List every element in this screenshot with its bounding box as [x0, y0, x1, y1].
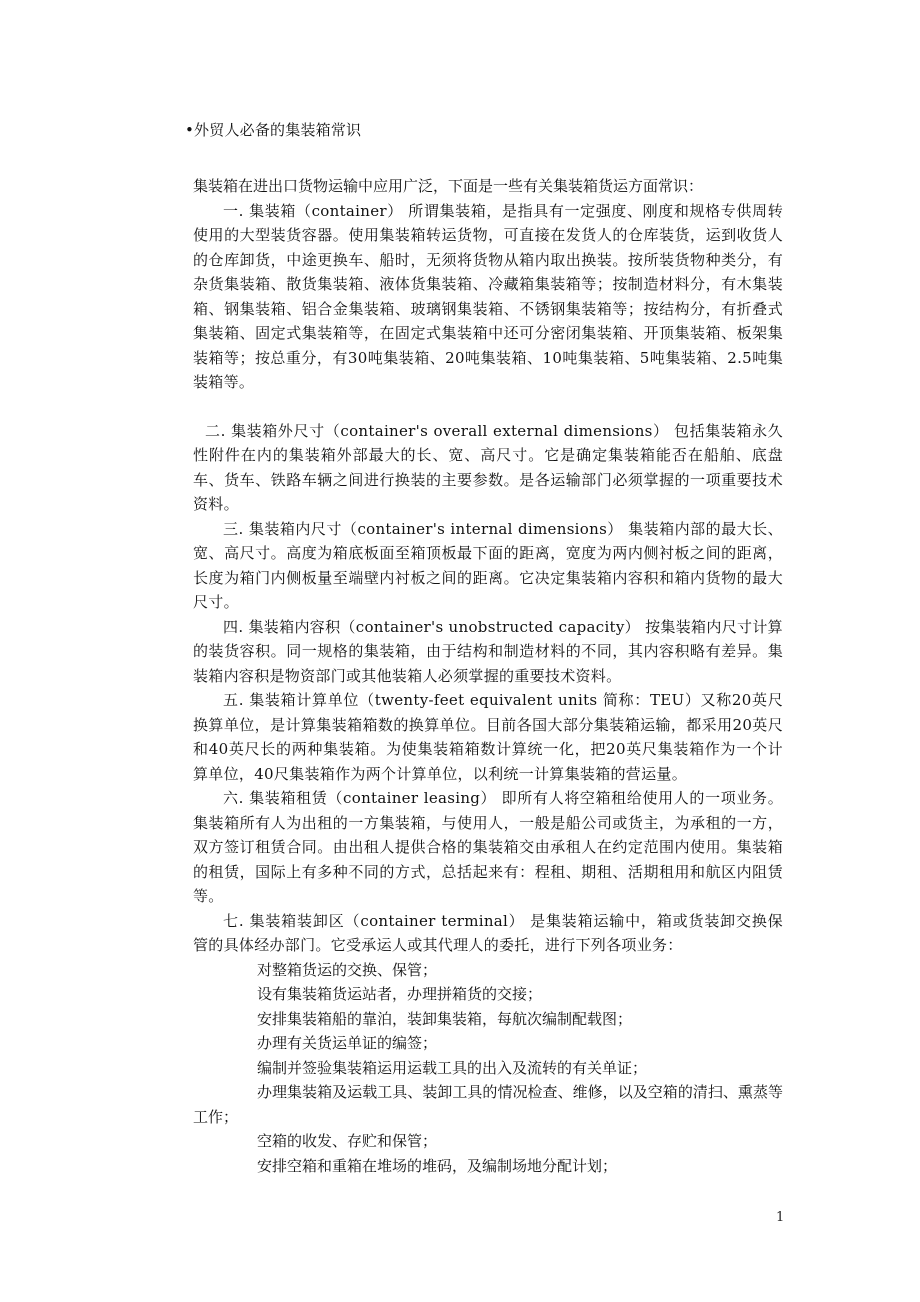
terminal-task-item: 办理集装箱及运载工具、装卸工具的情况检查、维修，以及空箱的清扫、熏蒸等工作； [193, 1083, 783, 1126]
section-7-terminal: 七. 集装箱装卸区（container terminal） 是集装箱运输中，箱或货装卸交换保管的具体经办部门。它受承运人或其代理人的委托，进行下列各项业务： [193, 911, 783, 954]
terminal-task-item: 办理有关货运单证的编签； [257, 1034, 438, 1052]
intro-paragraph: 集装箱在进出口货物运输中应用广泛，下面是一些有关集装箱货运方面常识： [193, 177, 704, 195]
terminal-task-item: 安排集装箱船的靠泊，装卸集装箱，每航次编制配载图； [257, 1009, 633, 1028]
page-number: 1 [776, 1210, 785, 1225]
terminal-task-item: 安排空箱和重箱在堆场的堆码，及编制场地分配计划； [257, 1156, 618, 1175]
section-5-teu: 五. 集装箱计算单位（twenty-feet equivalent units 简称：TEU）又称20英尺换算单位，是计算集装箱箱数的换算单位。目前各国大部分集装箱运输，都采用20英尺和40英尺长的两种集装箱。为使集装箱箱数计算统一化，把20英尺集装箱作为一个计算单位，40尺集装箱作为两个计算单位，以利统一计算集装箱的营运量。 [193, 691, 783, 783]
section-2-external-dimensions: 二. 集装箱外尺寸（container's overall external dimensions） 包括集装箱永久性附件在内的集装箱外部最大的长、宽、高尺寸。它是确定集装箱能否在船舶、底盘车、货车、铁路车辆之间进行换装的主要参数。是各运输部门必须掌握的一项重要技术资料。 [193, 421, 783, 513]
terminal-task-item: 空箱的收发、存贮和保管； [257, 1132, 438, 1150]
terminal-task-item: 对整箱货运的交换、保管； [257, 960, 438, 979]
document-body [185, 118, 783, 1178]
section-6-leasing: 六. 集装箱租赁（container leasing） 即所有人将空箱租给使用人的一项业务。集装箱所有人为出租的一方集装箱，与使用人，一般是船公司或货主，为承租的一方，双方签订租赁合同。由出租人提供合格的集装箱交由承租人在约定范围内使用。集装箱的租赁，国际上有多种不同的方式，总括起来有：程租、期租、活期租用和航区内阻赁等。 [193, 789, 783, 905]
section-1-container: 一. 集装箱（container） 所谓集装箱，是指具有一定强度、刚度和规格专供周转使用的大型装货容器。使用集装箱转运货物，可直接在发货人的仓库装货，运到收货人的仓库卸货，中途更换车、船时，无须将货物从箱内取出换装。按所装货物种类分，有杂货集装箱、散货集装箱、液体货集装箱、冷藏箱集装箱等；按制造材料分，有木集装箱、钢集装箱、铝合金集装箱、玻璃钢集装箱、不锈钢集装箱等；按结构分，有折叠式集装箱、固定式集装箱等，在固定式集装箱中还可分密闭集装箱、开顶集装箱、板架集装箱等；按总重分，有30吨集装箱、20吨集装箱、10吨集装箱、5吨集装箱、2.5吨集装箱等。 [193, 201, 783, 391]
document-title: •外贸人必备的集装箱常识 [185, 121, 362, 139]
section-4-capacity: 四. 集装箱内容积（container's unobstructed capacity） 按集装箱内尺寸计算的装货容积。同一规格的集装箱，由于结构和制造材料的不同，其内容积略有差异。集装箱内容积是物资部门或其他装箱人必须掌握的重要技术资料。 [193, 617, 783, 685]
terminal-task-item: 编制并签验集装箱运用运载工具的出入及流转的有关单证； [257, 1058, 648, 1077]
terminal-task-item: 设有集装箱货运站者，办理拼箱货的交接； [257, 985, 543, 1003]
section-3-internal-dimensions: 三. 集装箱内尺寸（container's internal dimensions） 集装箱内部的最大长、宽、高尺寸。高度为箱底板面至箱顶板最下面的距离，宽度为两内侧衬板之间的距离，长度为箱门内侧板量至端壁内衬板之间的距离。它决定集装箱内容积和箱内货物的最大尺寸。 [193, 519, 783, 611]
